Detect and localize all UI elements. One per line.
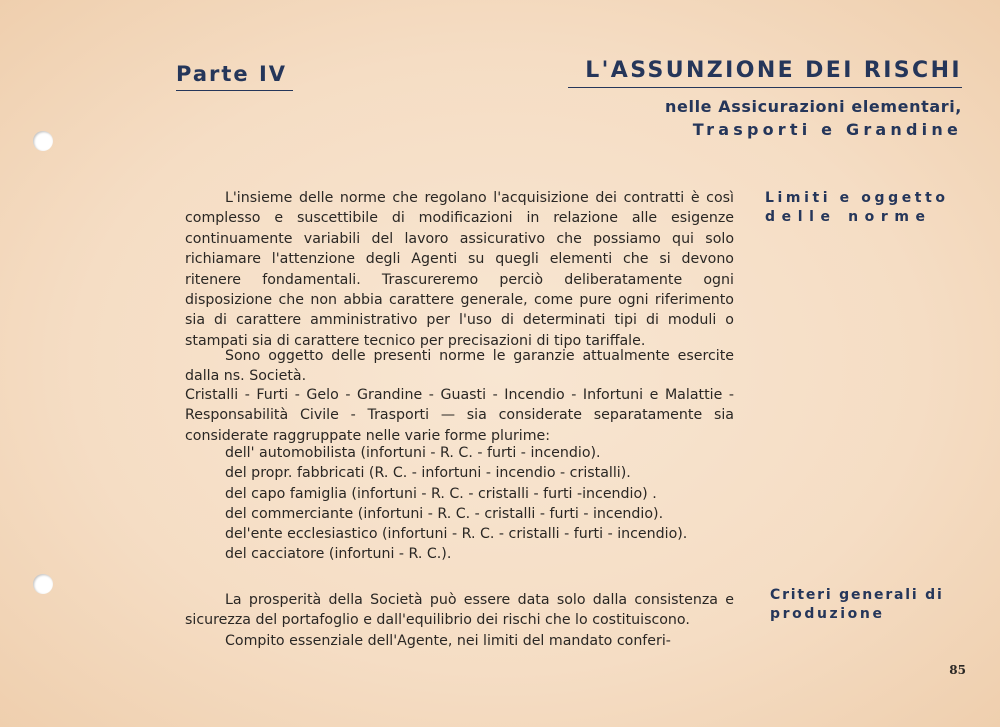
paragraph-1-block [185,188,734,351]
list-item: del'ente ecclesiastico (infortuni - R. C. - cristalli - furti - incendio). [225,526,688,543]
list-item: del cacciatore (infortuni - R. C.). [225,546,452,563]
paragraph-5: Compito essenziale dell'Agente, nei limiti del mandato conferi- [225,632,671,649]
list-item: del capo famiglia (infortuni - R. C. - cristalli - furti -incendio) . [225,485,657,502]
paragraph-3-block [185,385,734,446]
coverage-list [225,443,745,565]
margin-note-limits [765,189,949,227]
list-item: del commerciante (infortuni - R. C. - cristalli - furti - incendio). [225,505,664,522]
paragraph-1: L'insieme delle norme che regolano l'acquisizione dei contratti è così complesso e suscettibile di modificazioni in relazione alle esigenze continuamente variabili del lavoro assicurativo che possiamo qui solo richiamare l'attenzione degli Agenti su quegli elementi che si devono ritenere fondamentali. Trascureremo perciò deliberatamente ogni disposizione che non abbia carattere generale, come pure ogni riferimento sia di carattere amministrativo per l'uso di determinati tipi di moduli o stampati sia di carattere tecnico per precisazioni di tipo tariffale. [185,190,734,349]
margin-note-criteria-line-2: produzione [770,606,885,622]
punch-hole-bottom [33,574,53,594]
margin-note-limits-line-1: Limiti e oggetto [765,190,949,206]
paragraph-4-5-block [185,590,734,651]
list-item: del propr. fabbricati (R. C. - infortuni - incendio - cristalli). [225,465,631,482]
paragraph-2-block [185,346,734,387]
margin-note-criteria-line-1: Criteri generali di [770,587,944,603]
punch-hole-top [33,131,53,151]
page-number: 85 [949,663,966,677]
chapter-subtitle-line-1: nelle Assicurazioni elementari, [665,97,962,116]
chapter-subtitle-line-2: Trasporti e Grandine [692,120,962,139]
paragraph-2: Sono oggetto delle presenti norme le garanzie attualmente esercite dalla ns. Società. [185,348,734,385]
margin-note-criteria [770,586,944,624]
margin-note-limits-line-2: delle norme [765,209,932,225]
chapter-title: L'ASSUNZIONE DEI RISCHI [568,58,962,88]
paragraph-3: Cristalli - Furti - Gelo - Grandine - Guasti - Incendio - Infortuni e Malattie - Responsabilità Civile - Trasporti — sia considerate separatamente sia considerate raggruppate nelle varie forme plurime: [185,387,734,444]
paragraph-4: La prosperità della Società può essere data solo dalla consistenza e sicurezza del portafoglio e dall'equilibrio dei rischi che lo costituiscono. [185,592,734,629]
part-heading: Parte IV [176,62,293,91]
list-item: dell' automobilista (infortuni - R. C. - furti - incendio). [225,445,601,461]
